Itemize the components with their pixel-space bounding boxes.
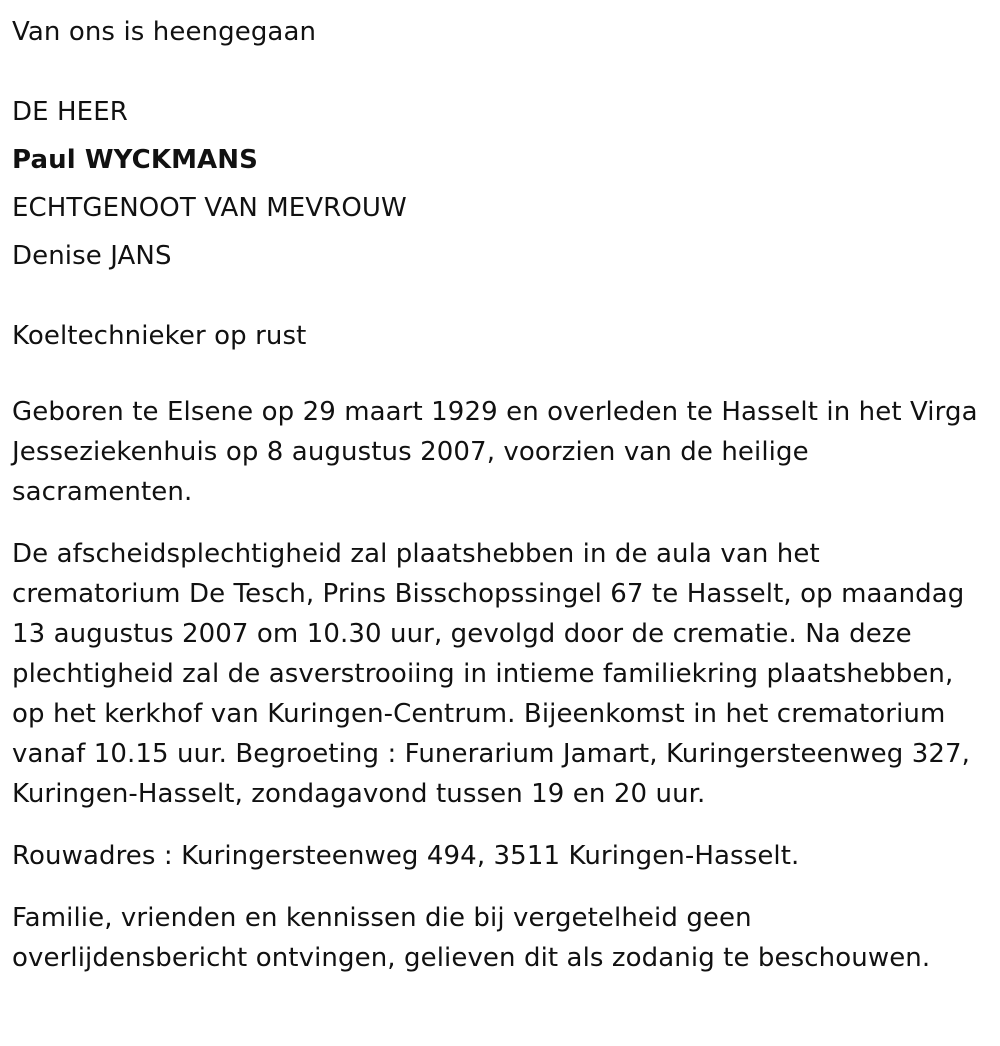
paragraph-line: Jesseziekenhuis op 8 augustus 2007, voorzien van de heilige: [12, 437, 809, 467]
paragraph-line: overlijdensbericht ontvingen, gelieven dit als zodanig te beschouwen.: [12, 943, 931, 973]
occupation-text: Koeltechnieker op rust: [12, 321, 307, 351]
paragraph-line: Kuringen-Hasselt, zondagavond tussen 19 en 20 uur.: [12, 779, 706, 809]
ceremony-paragraph: [12, 534, 988, 814]
relation-text: ECHTGENOOT VAN MEVROUW: [12, 193, 407, 223]
spacer: [12, 512, 988, 534]
paragraph-line: vanaf 10.15 uur. Begroeting : Funerarium Jamart, Kuringersteenweg 327,: [12, 739, 970, 769]
birth-death-paragraph: [12, 392, 988, 512]
paragraph-line: crematorium De Tesch, Prins Bisschopssingel 67 te Hasselt, op maandag: [12, 579, 965, 609]
spacer: [12, 280, 988, 312]
paragraph-line: plechtigheid zal de asverstrooiing in intieme familiekring plaatshebben,: [12, 659, 954, 689]
mourning-address: Rouwadres : Kuringersteenweg 494, 3511 Kuringen-Hasselt.: [12, 841, 800, 871]
deceased-name: Paul WYCKMANS: [12, 145, 258, 175]
spouse-name: Denise JANS: [12, 241, 172, 271]
spacer: [12, 876, 988, 898]
paragraph-line: Geboren te Elsene op 29 maart 1929 en overleden te Hasselt in het Virga: [12, 397, 978, 427]
closing-paragraph: [12, 898, 988, 978]
honorific: DE HEER: [12, 97, 128, 127]
paragraph-line: sacramenten.: [12, 477, 193, 507]
paragraph-line: op het kerkhof van Kuringen-Centrum. Bijeenkomst in het crematorium: [12, 699, 946, 729]
intro-text: Van ons is heengegaan: [12, 17, 317, 47]
spacer: [12, 814, 988, 836]
paragraph-line: 13 augustus 2007 om 10.30 uur, gevolgd door de crematie. Na deze: [12, 619, 912, 649]
paragraph-line: De afscheidsplechtigheid zal plaatshebben in de aula van het: [12, 539, 820, 569]
spacer: [12, 360, 988, 392]
paragraph-line: Familie, vrienden en kennissen die bij vergetelheid geen: [12, 903, 752, 933]
spacer: [12, 56, 988, 88]
